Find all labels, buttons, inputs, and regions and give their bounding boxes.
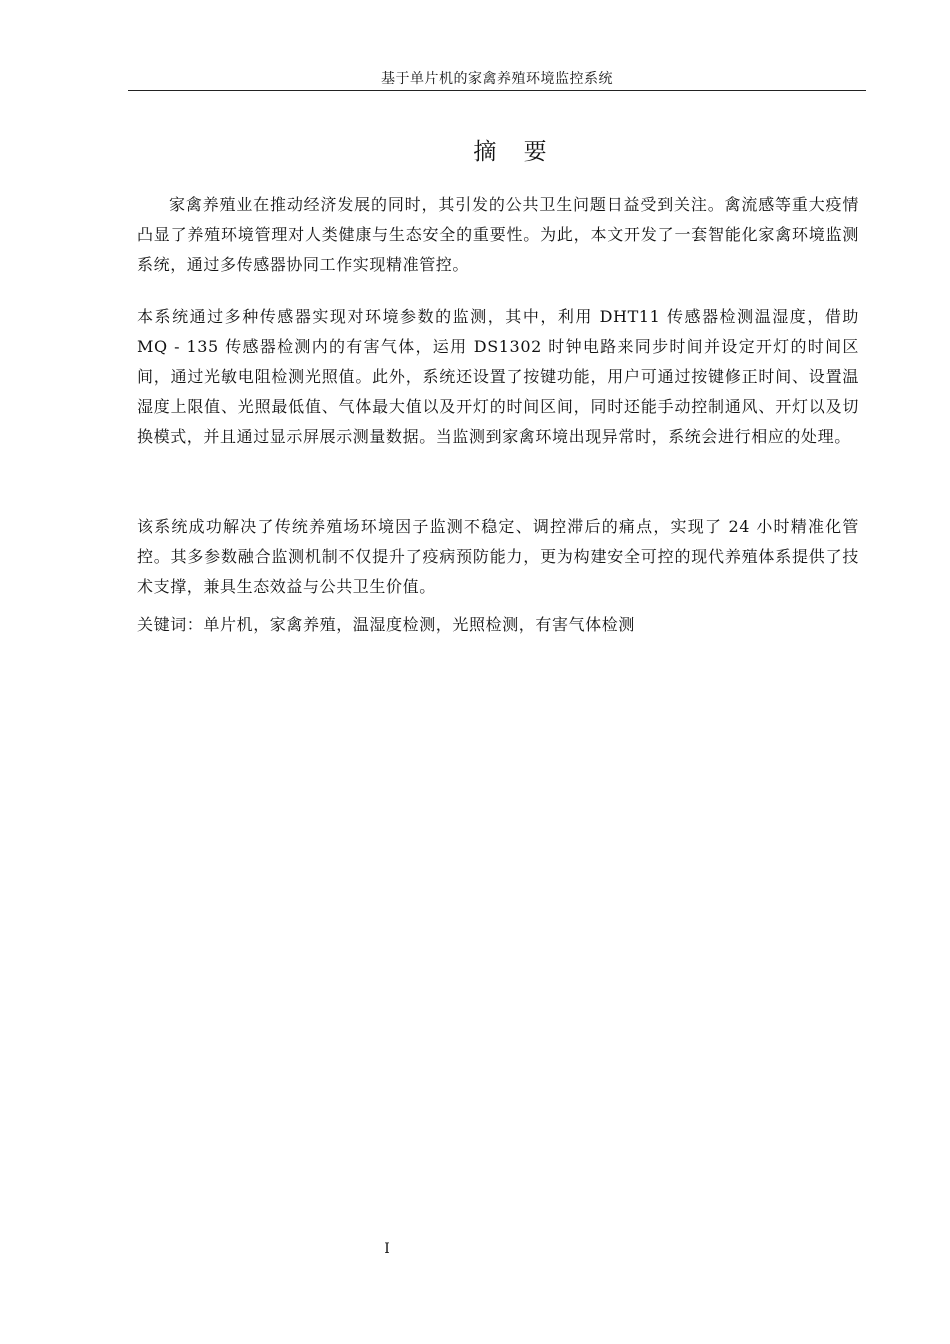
page-number: I xyxy=(384,1241,390,1257)
abstract-title: 摘 要 xyxy=(473,139,557,165)
abstract-paragraph-1: 家禽养殖业在推动经济发展的同时，其引发的公共卫生问题日益受到关注。禽流感等重大疫情凸显了养殖环境管理对人类健康与生态安全的重要性。为此，本文开发了一套智能化家禽环境监测系统，通过多传感器协同工作实现精准管控。 xyxy=(137,195,859,274)
abstract-paragraph-3: 该系统成功解决了传统养殖场环境因子监测不稳定、调控滞后的痛点，实现了 24 小时精准化管控。其多参数融合监测机制不仅提升了疫病预防能力，更为构建安全可控的现代养殖体系提供了技术支撑，兼具生态效益与公共卫生价值。 xyxy=(137,517,859,596)
running-header-title: 基于单片机的家禽养殖环境监控系统 xyxy=(381,71,613,87)
abstract-paragraph-2: 本系统通过多种传感器实现对环境参数的监测，其中，利用 DHT11 传感器检测温湿度，借助 MQ - 135 传感器检测内的有害气体，运用 DS1302 时钟电路来同步时间并设定开灯的时间区间，通过光敏电阻检测光照值。此外，系统还设置了按键功能，用户可通过按键修正时间、设置温湿度上限值、光照最低值、气体最大值以及开灯的时间区间，同时还能手动控制通风、开灯以及切换模式，并且通过显示屏展示测量数据。当监测到家禽环境出现异常时，系统会进行相应的处理。 xyxy=(137,307,859,446)
keywords-line: 关键词：单片机，家禽养殖，温湿度检测，光照检测，有害气体检测 xyxy=(137,615,636,634)
running-header xyxy=(128,70,866,91)
